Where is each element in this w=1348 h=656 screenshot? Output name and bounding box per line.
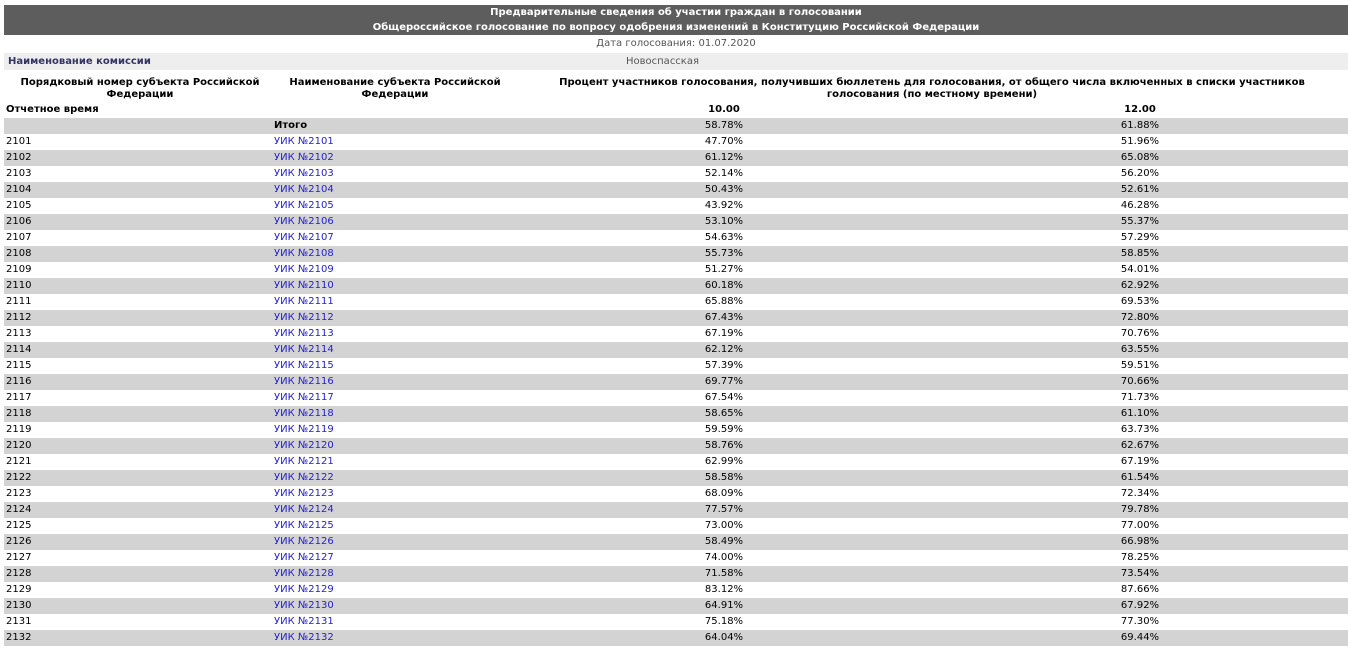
row-name-cell: [274, 630, 334, 646]
commission-link[interactable]: УИК №2113: [274, 328, 334, 339]
row-value-12: 70.76%: [1120, 328, 1160, 339]
table-row: [4, 198, 1348, 214]
commission-link[interactable]: УИК №2120: [274, 440, 334, 451]
commission-link[interactable]: УИК №2107: [274, 232, 334, 243]
total-value-12: 61.88%: [1120, 120, 1160, 131]
row-name-cell: [274, 502, 334, 518]
row-number: 2120: [6, 440, 32, 451]
report-time-row: [4, 102, 1348, 118]
row-number: 2116: [6, 376, 32, 387]
table-row: [4, 182, 1348, 198]
commission-link[interactable]: УИК №2128: [274, 568, 334, 579]
commission-link[interactable]: УИК №2122: [274, 472, 334, 483]
row-value-10: 77.57%: [704, 504, 744, 515]
table-row: [4, 358, 1348, 374]
report-header: [4, 5, 1348, 35]
commission-link[interactable]: УИК №2117: [274, 392, 334, 403]
table-row: [4, 390, 1348, 406]
row-name-cell: [274, 582, 334, 598]
report-subtitle: Общероссийское голосование по вопросу одобрения изменений в Конституцию Российской Федерации: [372, 22, 980, 33]
table-row: [4, 614, 1348, 630]
report-time-12: 12.00: [1124, 104, 1156, 115]
table-row: [4, 438, 1348, 454]
table-row: [4, 342, 1348, 358]
row-name-cell: [274, 342, 334, 358]
report-title: Предварительные сведения об участии граждан в голосовании: [490, 7, 862, 18]
row-name-cell: [274, 406, 334, 422]
row-value-12: 69.44%: [1120, 632, 1160, 643]
row-number: 2108: [6, 248, 32, 259]
row-number: 2112: [6, 312, 32, 323]
row-name-cell: [274, 214, 334, 230]
commission-link[interactable]: УИК №2103: [274, 168, 334, 179]
voting-date: Дата голосования: 01.07.2020: [596, 38, 756, 49]
commission-link[interactable]: УИК №2121: [274, 456, 334, 467]
row-value-12: 78.25%: [1120, 552, 1160, 563]
row-name-cell: [274, 310, 334, 326]
row-name-cell: [274, 566, 334, 582]
row-value-10: 52.14%: [704, 168, 744, 179]
table-row: [4, 470, 1348, 486]
row-name-cell: [274, 230, 334, 246]
row-value-10: 58.76%: [704, 440, 744, 451]
commission-link[interactable]: УИК №2125: [274, 520, 334, 531]
row-number: 2103: [6, 168, 32, 179]
row-name-cell: [274, 614, 334, 630]
table-row: [4, 294, 1348, 310]
row-value-10: 58.58%: [704, 472, 744, 483]
row-value-10: 67.43%: [704, 312, 744, 323]
row-name-cell: [274, 358, 334, 374]
commission-link[interactable]: УИК №2126: [274, 536, 334, 547]
table-row: [4, 166, 1348, 182]
table-row: [4, 534, 1348, 550]
row-number: 2101: [6, 136, 32, 147]
row-name-cell: [274, 534, 334, 550]
row-value-12: 52.61%: [1120, 184, 1160, 195]
commission-link[interactable]: УИК №2127: [274, 552, 334, 563]
table-row: [4, 230, 1348, 246]
commission-link[interactable]: УИК №2116: [274, 376, 334, 387]
row-number: 2109: [6, 264, 32, 275]
row-value-12: 54.01%: [1120, 264, 1160, 275]
row-number: 2123: [6, 488, 32, 499]
row-value-12: 73.54%: [1120, 568, 1160, 579]
row-value-12: 67.92%: [1120, 600, 1160, 611]
row-name-cell: [274, 470, 334, 486]
row-number: 2119: [6, 424, 32, 435]
row-value-12: 79.78%: [1120, 504, 1160, 515]
table-row: [4, 214, 1348, 230]
row-name-cell: [274, 246, 334, 262]
row-value-12: 72.34%: [1120, 488, 1160, 499]
commission-bar: [4, 53, 1348, 70]
commission-link[interactable]: УИК №2130: [274, 600, 334, 611]
row-value-12: 77.30%: [1120, 616, 1160, 627]
row-number: 2113: [6, 328, 32, 339]
row-name-cell: [274, 166, 334, 182]
row-value-10: 58.65%: [704, 408, 744, 419]
row-value-10: 67.19%: [704, 328, 744, 339]
commission-link[interactable]: УИК №2102: [274, 152, 334, 163]
row-name-cell: [274, 182, 334, 198]
row-value-12: 69.53%: [1120, 296, 1160, 307]
commission-link[interactable]: УИК №2104: [274, 184, 334, 195]
row-name-cell: [274, 134, 334, 150]
row-value-10: 67.54%: [704, 392, 744, 403]
row-number: 2125: [6, 520, 32, 531]
row-value-12: 62.92%: [1120, 280, 1160, 291]
row-value-12: 56.20%: [1120, 168, 1160, 179]
row-value-10: 74.00%: [704, 552, 744, 563]
table-row: [4, 454, 1348, 470]
table-row: [4, 134, 1348, 150]
row-value-10: 57.39%: [704, 360, 744, 371]
table-row: [4, 518, 1348, 534]
table-row: [4, 150, 1348, 166]
row-number: 2130: [6, 600, 32, 611]
table-row: [4, 598, 1348, 614]
row-value-10: 69.77%: [704, 376, 744, 387]
row-name-cell: [274, 326, 334, 342]
column-header-number: Порядковый номер субъекта Российской Федерации: [20, 77, 260, 100]
commission-link[interactable]: УИК №2106: [274, 216, 334, 227]
row-value-12: 77.00%: [1120, 520, 1160, 531]
commission-value: Новоспасская: [626, 56, 699, 67]
row-value-10: 50.43%: [704, 184, 744, 195]
row-number: 2129: [6, 584, 32, 595]
row-number: 2131: [6, 616, 32, 627]
table-row: [4, 486, 1348, 502]
row-value-12: 51.96%: [1120, 136, 1160, 147]
row-number: 2104: [6, 184, 32, 195]
row-name-cell: [274, 278, 334, 294]
table-row: [4, 262, 1348, 278]
commission-link[interactable]: УИК №2108: [274, 248, 334, 259]
row-value-12: 59.51%: [1120, 360, 1160, 371]
row-value-10: 83.12%: [704, 584, 744, 595]
row-value-10: 62.12%: [704, 344, 744, 355]
table-row: [4, 630, 1348, 646]
row-number: 2126: [6, 536, 32, 547]
row-number: 2128: [6, 568, 32, 579]
row-value-12: 62.67%: [1120, 440, 1160, 451]
report-time-label: Отчетное время: [6, 104, 99, 115]
row-name-cell: [274, 262, 334, 278]
column-header-name: Наименование субъекта Российской Федерации: [289, 77, 501, 100]
commission-link[interactable]: УИК №2114: [274, 344, 334, 355]
row-number: 2117: [6, 392, 32, 403]
row-name-cell: [274, 150, 334, 166]
results-table: [4, 118, 1348, 646]
table-row: [4, 326, 1348, 342]
table-row: [4, 502, 1348, 518]
row-name-cell: [274, 390, 334, 406]
commission-link[interactable]: УИК №2124: [274, 504, 334, 515]
commission-link[interactable]: УИК №2129: [274, 584, 334, 595]
row-number: 2106: [6, 216, 32, 227]
row-value-12: 63.55%: [1120, 344, 1160, 355]
row-value-10: 55.73%: [704, 248, 744, 259]
row-number: 2132: [6, 632, 32, 643]
row-value-10: 75.18%: [704, 616, 744, 627]
row-name-cell: [274, 598, 334, 614]
row-value-12: 55.37%: [1120, 216, 1160, 227]
row-value-12: 70.66%: [1120, 376, 1160, 387]
row-number: 2115: [6, 360, 32, 371]
commission-link[interactable]: УИК №2132: [274, 632, 334, 643]
row-value-10: 53.10%: [704, 216, 744, 227]
row-value-12: 66.98%: [1120, 536, 1160, 547]
report-time-10: 10.00: [708, 104, 740, 115]
commission-link[interactable]: УИК №2131: [274, 616, 334, 627]
total-row: [4, 118, 1348, 134]
row-name-cell: [274, 550, 334, 566]
commission-link[interactable]: УИК №2118: [274, 408, 334, 419]
row-name-cell: [274, 294, 334, 310]
table-row: [4, 422, 1348, 438]
row-value-10: 64.04%: [704, 632, 744, 643]
table-row: [4, 566, 1348, 582]
row-value-12: 57.29%: [1120, 232, 1160, 243]
row-value-12: 71.73%: [1120, 392, 1160, 403]
row-value-10: 60.18%: [704, 280, 744, 291]
row-number: 2102: [6, 152, 32, 163]
table-row: [4, 374, 1348, 390]
row-value-12: 58.85%: [1120, 248, 1160, 259]
row-number: 2127: [6, 552, 32, 563]
row-number: 2107: [6, 232, 32, 243]
row-number: 2105: [6, 200, 32, 211]
table-row: [4, 246, 1348, 262]
commission-label: Наименование комиссии: [8, 56, 151, 67]
row-value-12: 61.10%: [1120, 408, 1160, 419]
row-name-cell: [274, 422, 334, 438]
commission-link[interactable]: УИК №2105: [274, 200, 334, 211]
table-row: [4, 550, 1348, 566]
row-value-10: 61.12%: [704, 152, 744, 163]
row-value-10: 65.88%: [704, 296, 744, 307]
commission-link[interactable]: УИК №2111: [274, 296, 334, 307]
table-row: [4, 310, 1348, 326]
row-value-10: 73.00%: [704, 520, 744, 531]
commission-link[interactable]: УИК №2115: [274, 360, 334, 371]
total-value-10: 58.78%: [704, 120, 744, 131]
row-value-12: 72.80%: [1120, 312, 1160, 323]
table-row: [4, 582, 1348, 598]
commission-link[interactable]: УИК №2119: [274, 424, 334, 435]
row-value-10: 68.09%: [704, 488, 744, 499]
row-value-10: 58.49%: [704, 536, 744, 547]
row-value-10: 62.99%: [704, 456, 744, 467]
row-name-cell: [274, 198, 334, 214]
column-header-percent: Процент участников голосования, получивших бюллетень для голосования, от общего числа включенных в списки участников голосования (по местному времени): [559, 77, 1305, 100]
row-value-10: 43.92%: [704, 200, 744, 211]
row-number: 2118: [6, 408, 32, 419]
row-value-12: 63.73%: [1120, 424, 1160, 435]
row-value-10: 51.27%: [704, 264, 744, 275]
row-number: 2121: [6, 456, 32, 467]
commission-link[interactable]: УИК №2112: [274, 312, 334, 323]
row-value-12: 46.28%: [1120, 200, 1160, 211]
table-row: [4, 278, 1348, 294]
row-value-10: 54.63%: [704, 232, 744, 243]
row-value-12: 87.66%: [1120, 584, 1160, 595]
total-label: Итого: [274, 120, 308, 131]
commission-link[interactable]: УИК №2110: [274, 280, 334, 291]
row-value-12: 61.54%: [1120, 472, 1160, 483]
row-value-10: 71.58%: [704, 568, 744, 579]
row-name-cell: [274, 374, 334, 390]
row-value-10: 59.59%: [704, 424, 744, 435]
row-number: 2114: [6, 344, 32, 355]
row-value-10: 47.70%: [704, 136, 744, 147]
row-value-12: 65.08%: [1120, 152, 1160, 163]
commission-link[interactable]: УИК №2109: [274, 264, 334, 275]
row-name-cell: [274, 518, 334, 534]
row-number: 2122: [6, 472, 32, 483]
row-name-cell: [274, 438, 334, 454]
row-value-10: 64.91%: [704, 600, 744, 611]
commission-link[interactable]: УИК №2123: [274, 488, 334, 499]
commission-link[interactable]: УИК №2101: [274, 136, 334, 147]
row-value-12: 67.19%: [1120, 456, 1160, 467]
row-number: 2111: [6, 296, 32, 307]
row-name-cell: [274, 486, 334, 502]
row-number: 2110: [6, 280, 32, 291]
row-number: 2124: [6, 504, 32, 515]
table-row: [4, 406, 1348, 422]
row-name-cell: [274, 454, 334, 470]
